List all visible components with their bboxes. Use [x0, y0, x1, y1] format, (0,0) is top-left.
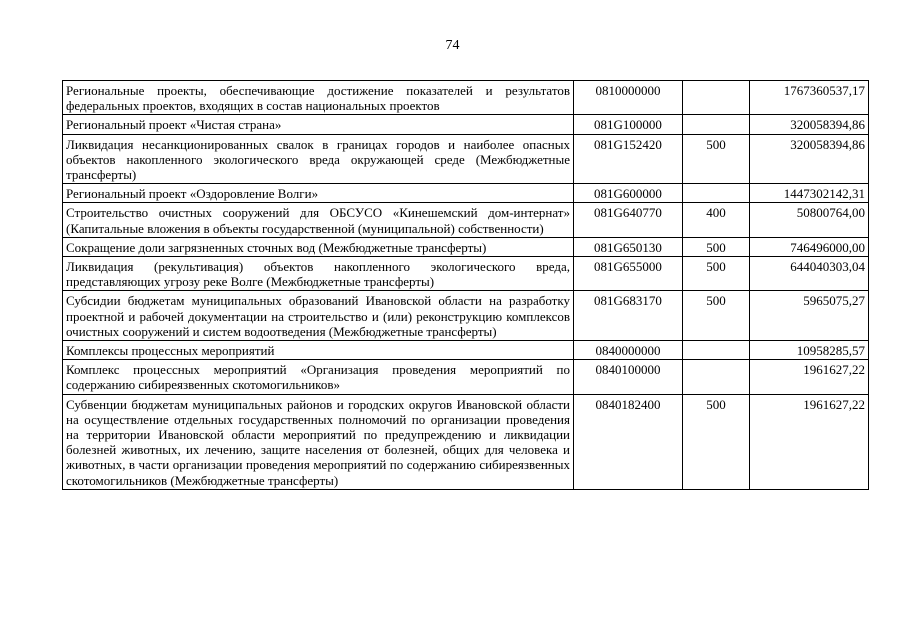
amount-cell: 50800764,00: [750, 203, 869, 237]
expense-type-cell: 500: [683, 257, 750, 291]
table-row: [63, 341, 869, 360]
amount-cell: 10958285,57: [750, 341, 869, 360]
table-row: [63, 394, 869, 489]
target-code-cell: 081G650130: [574, 237, 683, 256]
table-row: [63, 360, 869, 394]
expense-name-cell: Региональные проекты, обеспечивающие достижение показателей и результатов федеральных проектов, входящих в состав национальных проектов: [63, 81, 574, 115]
expense-name-cell: Ликвидация несанкционированных свалок в границах городов и наиболее опасных объектов накопленного экологического вреда окружающей среде (Межбюджетные трансферты): [63, 134, 574, 184]
expense-type-cell: 400: [683, 203, 750, 237]
table-row: [63, 81, 869, 115]
expense-type-cell: 500: [683, 134, 750, 184]
target-code-cell: 0840182400: [574, 394, 683, 489]
target-code-cell: 081G600000: [574, 184, 683, 203]
expense-name-cell: Ликвидация (рекультивация) объектов накопленного экологического вреда, представляющих угрозу реке Волге (Межбюджетные трансферты): [63, 257, 574, 291]
table-row: [63, 115, 869, 134]
expense-name-cell: Субвенции бюджетам муниципальных районов и городских округов Ивановской области на осуществление отдельных государственных полномочий по организации проведения на территории Ивановской области мероприятий по предупреждению и ликвидации болезней животных, их лечению, защите населения от болезней, общих для человека и животных, в части организации проведения мероприятий по содержанию сибиреязвенных скотомогильников (Межбюджетные трансферты): [63, 394, 574, 489]
table-row: [63, 291, 869, 341]
expense-name-cell: Сокращение доли загрязненных сточных вод (Межбюджетные трансферты): [63, 237, 574, 256]
amount-cell: 320058394,86: [750, 134, 869, 184]
amount-cell: 1447302142,31: [750, 184, 869, 203]
table-row: [63, 203, 869, 237]
expense-type-cell: 500: [683, 291, 750, 341]
expense-name-cell: Субсидии бюджетам муниципальных образований Ивановской области на разработку проектной и рабочей документации на строительство и (или) реконструкцию комплексов очистных сооружений и систем водоотведения (Межбюджетные трансферты): [63, 291, 574, 341]
amount-cell: 5965075,27: [750, 291, 869, 341]
page-number: 74: [445, 38, 460, 53]
expense-name-cell: Комплекс процессных мероприятий «Организация проведения мероприятий по содержанию сибиреязвенных скотомогильников»: [63, 360, 574, 394]
target-code-cell: 081G640770: [574, 203, 683, 237]
amount-cell: 644040303,04: [750, 257, 869, 291]
budget-table: [62, 80, 869, 490]
target-code-cell: 081G655000: [574, 257, 683, 291]
target-code-cell: 0810000000: [574, 81, 683, 115]
target-code-cell: 081G152420: [574, 134, 683, 184]
table-row: [63, 134, 869, 184]
table-row: [63, 184, 869, 203]
amount-cell: 1961627,22: [750, 360, 869, 394]
expense-name-cell: Региональный проект «Чистая страна»: [63, 115, 574, 134]
amount-cell: 1767360537,17: [750, 81, 869, 115]
expense-name-cell: Строительство очистных сооружений для ОБСУСО «Кинешемский дом-интернат» (Капитальные вложения в объекты государственной (муниципальной) собственности): [63, 203, 574, 237]
amount-cell: 1961627,22: [750, 394, 869, 489]
target-code-cell: 0840100000: [574, 360, 683, 394]
expense-type-cell: [683, 184, 750, 203]
expense-type-cell: 500: [683, 394, 750, 489]
target-code-cell: 081G683170: [574, 291, 683, 341]
expense-name-cell: Региональный проект «Оздоровление Волги»: [63, 184, 574, 203]
expense-type-cell: [683, 341, 750, 360]
expense-type-cell: [683, 115, 750, 134]
target-code-cell: 0840000000: [574, 341, 683, 360]
expense-type-cell: 500: [683, 237, 750, 256]
amount-cell: 746496000,00: [750, 237, 869, 256]
table-row: [63, 257, 869, 291]
target-code-cell: 081G100000: [574, 115, 683, 134]
expense-type-cell: [683, 81, 750, 115]
amount-cell: 320058394,86: [750, 115, 869, 134]
table-row: [63, 237, 869, 256]
expense-type-cell: [683, 360, 750, 394]
expense-name-cell: Комплексы процессных мероприятий: [63, 341, 574, 360]
